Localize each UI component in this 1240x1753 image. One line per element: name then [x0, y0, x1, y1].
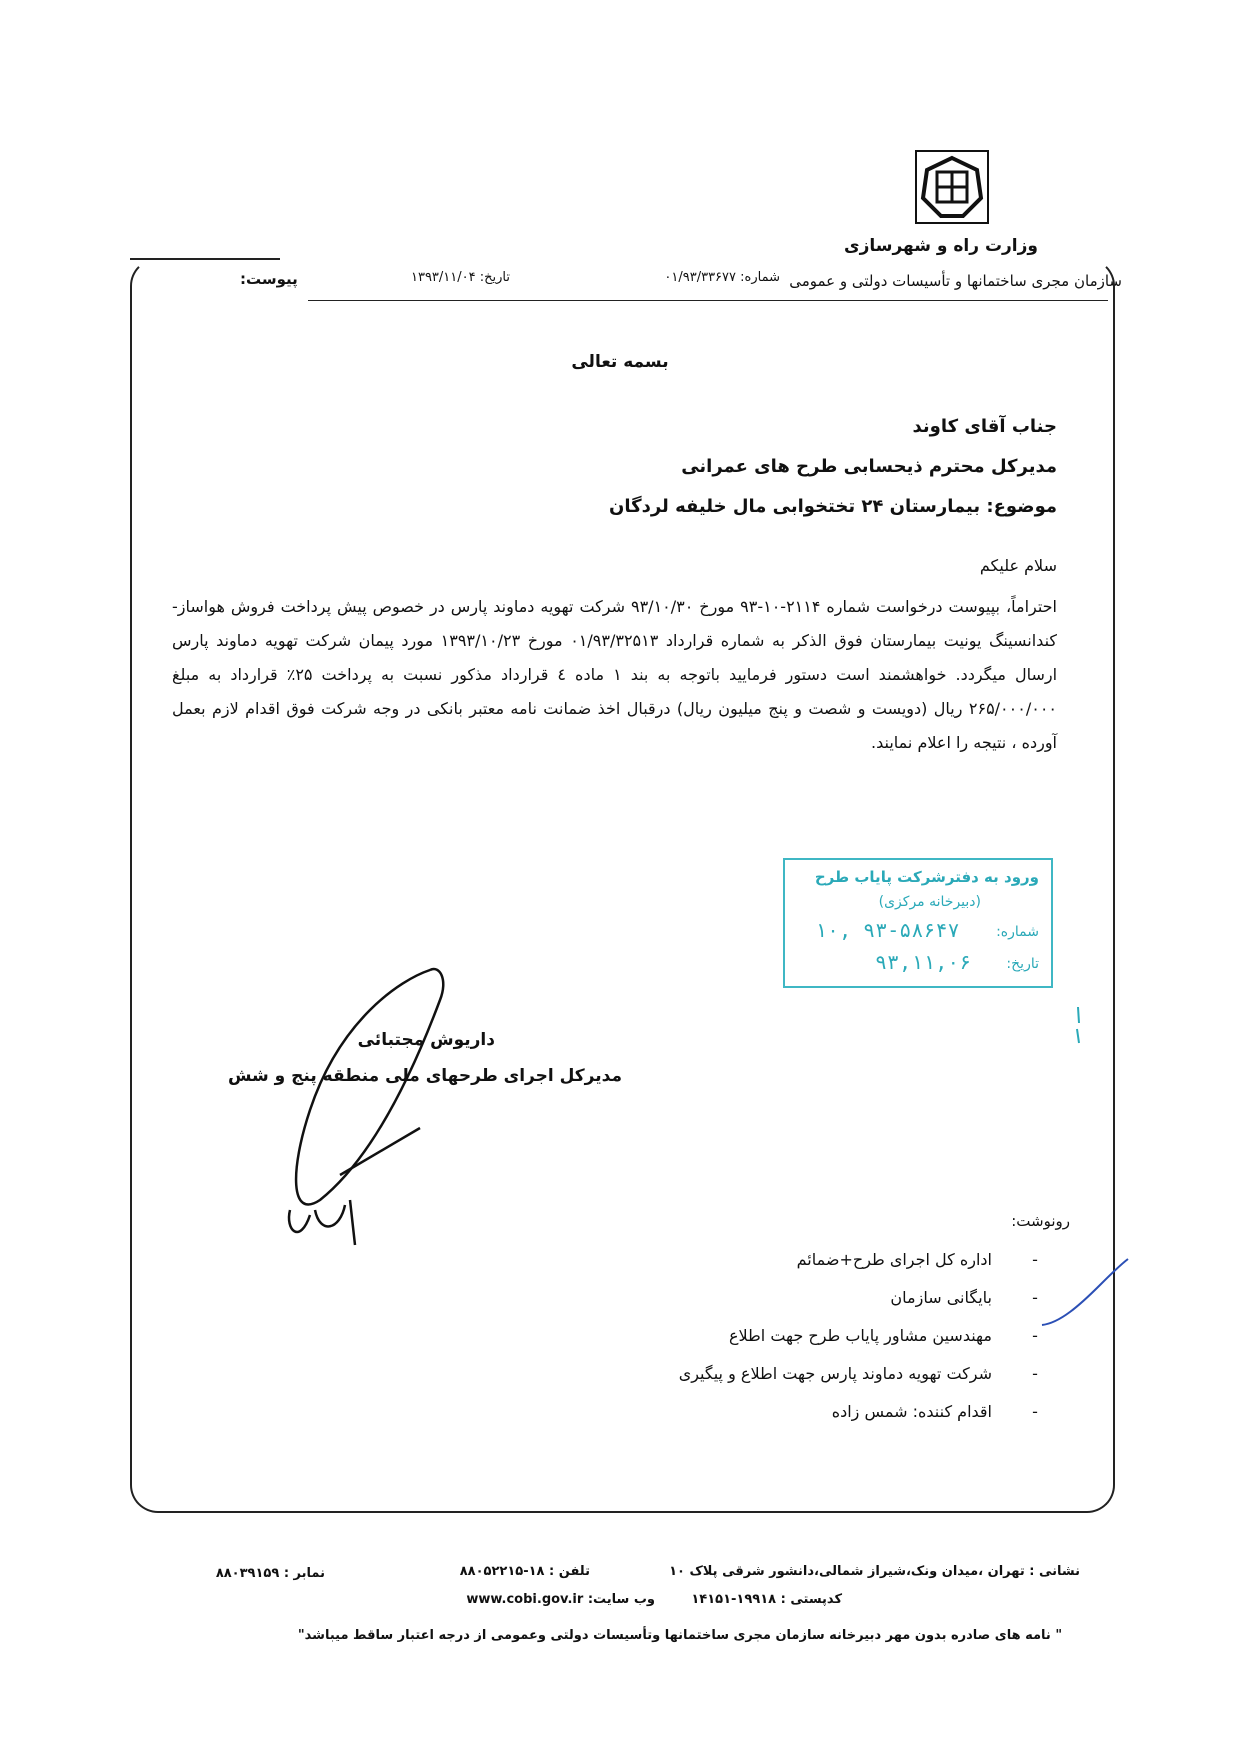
letter-number: شماره: ۰۱/۹۳/۳۳۶۷۷: [664, 270, 780, 285]
footer-website: www.cobi.gov.ir وب سایت:: [466, 1592, 655, 1607]
pen-check-icon: [1040, 1255, 1130, 1330]
stamp-subtitle: (دبیرخانه مرکزی): [878, 894, 981, 910]
footer-fax: نمابر : ۸۸۰۳۹۱۵۹: [215, 1566, 325, 1581]
letter-subject: موضوع: بیمارستان ۲۴ تختخوابی مال خلیفه لردگان: [609, 496, 1057, 517]
received-stamp: [783, 858, 1053, 988]
pen-tick-icon: [1072, 1005, 1084, 1045]
cc-label: رونوشت:: [1011, 1212, 1070, 1230]
handwritten-signature: [280, 960, 450, 1250]
attachment-label: پیوست:: [240, 270, 298, 288]
list-item: -مهندسین مشاور پایاب طرح جهت اطلاع: [728, 1326, 1038, 1345]
recipient-name: جناب آقای کاوند: [912, 416, 1057, 437]
footer-address: نشانی : تهران ،میدان ونک،شیراز شمالی،دانشور شرقی پلاک ۱۰: [669, 1564, 1080, 1579]
ministry-name: وزارت راه و شهرسازی: [843, 236, 1038, 256]
stamp-number-label: شماره:: [996, 924, 1039, 940]
frame-divider-left: [130, 258, 280, 260]
footer-postal-code: کدپستی : ۱۹۹۱۸-۱۴۱۵۱: [691, 1592, 842, 1607]
stamp-title: ورود به دفترشرکت پایاب طرح: [814, 868, 1039, 886]
greeting: سلام علیکم: [979, 556, 1057, 575]
recipient-title: مدیرکل محترم ذیحسابی طرح های عمرانی: [681, 456, 1057, 477]
letter-body: احتراماً، بپیوست درخواست شماره ۲۱۱۴-۱۰-۹۳ مورخ ۹۳/۱۰/۳۰ شرکت تهویه دماوند پارس در خصوص پیش پرداخت فروش هواساز- کندانسینگ یونیت بیمارستان فوق الذکر به شماره قرارداد ۰۱/۹۳/۳۲۵۱۳ مورخ ۱۳۹۳/۱۰/۲۳ مورد پیمان شرکت تهویه دماوند پارس ارسال میگردد. خواهشمند است دستور فرمایید باتوجه به بند ۱ ماده ٤ قرارداد مذکور نسبت به پرداخت ۲۵٪ قرارداد به مبلغ ۲۶۵/۰۰۰/۰۰۰ ریال (دویست و شصت و پنج میلیون ریال) درقبال اخذ ضمانت نامه معتبر بانکی در وجه شرکت فوق اقدام لازم بعمل آورده ، نتیجه را اعلام نمایند.: [172, 597, 1058, 752]
signer-title: مدیرکل اجرای طرحهای ملی منطقه پنج و شش: [227, 1066, 622, 1086]
ministry-emblem-icon: [915, 150, 989, 224]
organization-name: سازمان مجری ساختمانها و تأسیسات دولتی و عمومی: [789, 272, 1122, 290]
footer-phone: تلفن : ۱۸-۸۸۰۵۲۲۱۵: [459, 1564, 590, 1579]
frame-divider: [308, 300, 1108, 301]
list-item: -اداره کل اجرای طرح+ضمائم: [796, 1250, 1038, 1269]
list-item: -اقدام کننده: شمس زاده: [831, 1402, 1038, 1421]
footer-validity-note: " نامه های صادره بدون مهر دبیرخانه سازمان مجری ساختمانها وتأسیسات دولتی وعمومی از درجه اعتبار ساقط میباشد": [297, 1628, 1063, 1643]
letter-date: تاریخ: ۱۳۹۳/۱۱/۰۴: [410, 270, 510, 285]
stamp-date-value: ۹۳,۱۱,۰۶: [875, 950, 972, 974]
signer-name: داریوش مجتبائی: [357, 1030, 495, 1050]
stamp-number-value: ۱۰, ۹۳-۵۸۶۴۷: [815, 918, 960, 942]
basmala: بسمه تعالی: [571, 352, 669, 372]
list-item: -بایگانی سازمان: [890, 1288, 1038, 1307]
list-item: -شرکت تهویه دماوند پارس جهت اطلاع و پیگیری: [678, 1364, 1038, 1383]
stamp-date-label: تاریخ:: [1006, 956, 1039, 972]
